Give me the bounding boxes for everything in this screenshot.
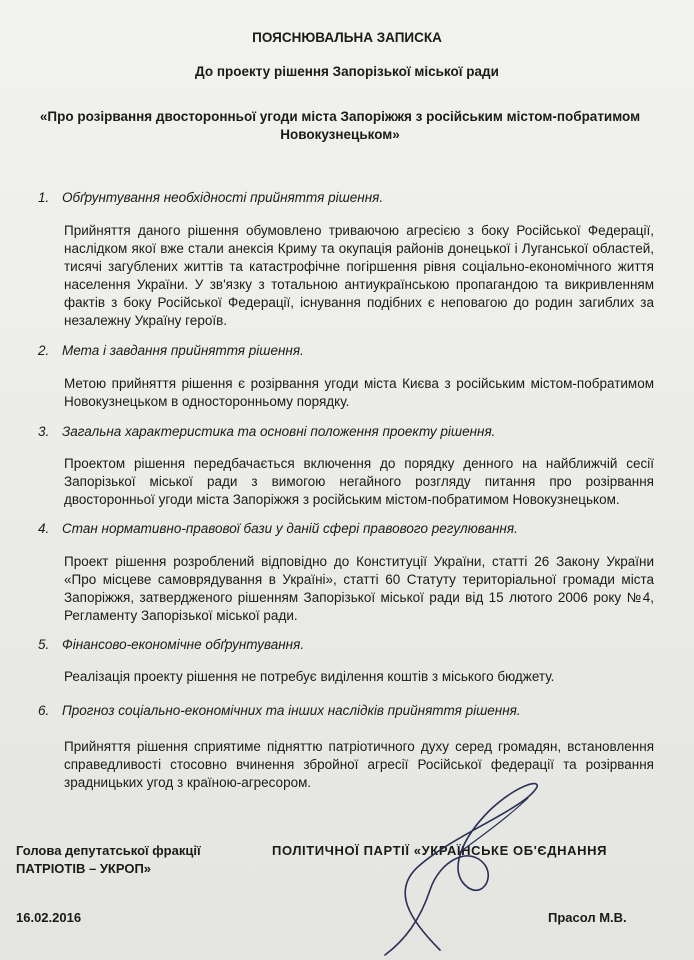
section-heading-text: Стан нормативно-правової бази у даній сфері правового регулювання. [62,521,518,536]
section-heading-text: Загальна характеристика та основні положення проекту рішення. [62,424,496,439]
signer-party-cont: ПАТРІОТІВ – УКРОП» [16,861,152,876]
section-number: 6. [38,703,50,718]
section-heading [38,190,383,205]
section-text: Реалізація проекту рішення не потребує виділення коштів з міського бюджету. [64,669,555,684]
section-text: Прийняття даного рішення обумовлено триваючою агресією з боку Російської Федерації, наслідком якої вже стали анексія Криму та окупація районів донецької і Луганської областей, тисячі загублених життів та катастрофічне погіршення рівня соціально-економічного життя населення України. У зв'язку з тотальною антиукраїнською пропагандою та викривленням фактів з боку Російської Федерації, існування подібних є неповагою до родин загиблих за незалежну Україну героїв. [64,223,654,328]
section-heading [38,521,518,536]
section-heading [38,343,304,358]
section-text: Проектом рішення передбачається включення до порядку денного на найближчій сесії Запорізької міської ради з вимогою негайного розгляду питання про розірвання двосторонньої угоди міста Запоріжжя з російським містом-побратимом Новокузнецьком. [64,456,654,507]
section-heading [38,637,304,652]
section-number: 4. [38,521,50,536]
signer-position: Голова депутатської фракції [16,843,201,858]
document-subtitle: До проекту рішення Запорізької міської ради [195,64,499,79]
signer-name: Прасол М.В. [548,910,627,925]
signer-party: ПОЛІТИЧНОЇ ПАРТІЇ «УКРАЇНСЬКЕ ОБ'ЄДНАННЯ [272,843,608,858]
section-heading-text: Прогноз соціально-економічних та інших наслідків прийняття рішення. [62,703,521,718]
section-heading [38,424,495,439]
section-text: Проект рішення розроблений відповідно до Конституції України, статті 26 Закону України «Про місцеве самоврядування в Україні», статті 60 Статуту територіальної громади міста Запоріжжя, затвердженого рішенням Запорізької міської ради від 15 лютого 2006 року №4, Регламенту Запорізької міської ради. [64,554,654,623]
section-text: Метою прийняття рішення є розірвання угоди міста Києва з російським містом-побратимом Новокузнецьком в односторонньому порядку. [64,376,654,409]
decision-title: «Про розірвання двосторонньої угоди міста Запоріжжя з російським містом-побратимом Новокузнецьком» [39,109,641,142]
section-heading [38,703,521,718]
section-heading-text: Мета і завдання прийняття рішення. [62,343,304,358]
section-number: 2. [38,343,50,358]
document-date: 16.02.2016 [16,910,82,925]
section-number: 5. [38,637,50,652]
section-number: 1. [38,190,50,205]
section-heading-text: Обґрунтування необхідності прийняття рішення. [62,190,384,205]
section-text: Прийняття рішення сприятиме підняттю патріотичного духу серед громадян, встановлення справедливості стосовно вчинення збройної агресії Російської федерації та розірвання зрадницьких угод з країною-агресором. [64,739,654,790]
section-number: 3. [38,424,50,439]
handwritten-signature [290,770,550,960]
section-heading-text: Фінансово-економічне обґрунтування. [62,637,305,652]
document-title: ПОЯСНЮВАЛЬНА ЗАПИСКА [252,30,442,45]
